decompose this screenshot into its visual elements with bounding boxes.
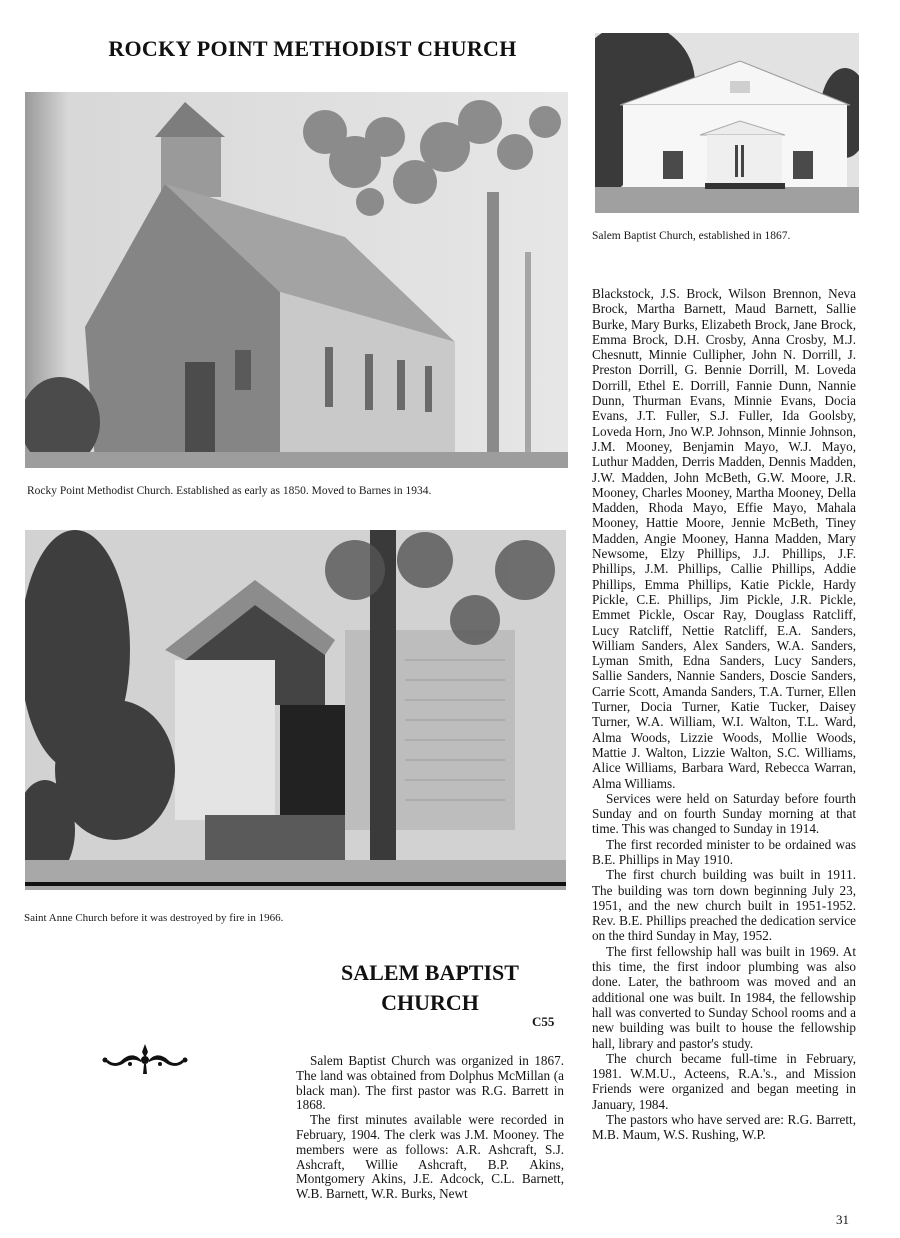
church-building-paragraph: The first church building was built in 1911. The building was torn down beginning July 23, 1951, and the new church built in 1951-1952. Rev. B.E. Phillips preached the dedication service on the third Sunday in May, 1952. (592, 867, 856, 944)
first-minutes-paragraph: The first minutes available were recorded in February, 1904. The clerk was J.M. Mooney. The members were as follows: A.R. Ashcraft, S.J. Ashcraft, Willie Ashcraft, B.P. Akins, Montgomery Akins, J.E. Adcock, C.L. Barnett, W.B. Barnett, W.R. Burks, Newt (296, 1112, 564, 1202)
rocky-point-photo-caption: Rocky Point Methodist Church. Established as early as 1850. Moved to Barnes in 1934. (27, 485, 432, 497)
saint-anne-photo-caption: Saint Anne Church before it was destroyed by fire in 1966. (24, 912, 284, 924)
page-title: ROCKY POINT METHODIST CHURCH (108, 36, 517, 61)
organized-paragraph: Salem Baptist Church was organized in 1867. The land was obtained from Dolphus McMillan (a black man). The first pastor was R.G. Barrett in 1868. (296, 1053, 564, 1113)
salem-section-title (300, 958, 560, 1018)
salem-title-line1: SALEM BAPTIST (341, 960, 519, 985)
salem-photo-caption: Salem Baptist Church, established in 1867. (592, 230, 791, 242)
fleuron-ornament-icon (100, 1042, 190, 1076)
services-paragraph: Services were held on Saturday before fourth Sunday and on fourth Sunday morning at that time. This was changed to Sunday in 1914. (592, 790, 856, 837)
rocky-point-church-photo (25, 92, 568, 468)
salem-history-continued (592, 286, 856, 1143)
full-time-paragraph: The church became full-time in February, 1981. W.M.U., Acteens, R.A.'s., and Mission Friends were organized and began meeting in January, 1984. (592, 1050, 856, 1112)
section-code: C55 (532, 1014, 555, 1029)
first-minister-paragraph: The first recorded minister to be ordained was B.E. Phillips in May 1910. (592, 836, 856, 867)
salem-baptist-church-photo (595, 33, 859, 213)
salem-history-intro (296, 1054, 564, 1202)
saint-anne-church-photo (25, 530, 566, 890)
page-number: 31 (836, 1212, 849, 1227)
salem-title-line2: CHURCH (381, 990, 479, 1015)
pastors-paragraph: The pastors who have served are: R.G. Barrett, M.B. Maum, W.S. Rushing, W.P. (592, 1112, 856, 1143)
fellowship-hall-paragraph: The first fellowship hall was built in 1969. At this time, the first indoor plumbing was also done. Later, the bathroom was moved and an additional one was built. In 1984, the fellowship hall was converted to Sunday School rooms and a new building was built to house the fellowship hall, library and pastor's study. (592, 943, 856, 1051)
member-list-continued: Blackstock, J.S. Brock, Wilson Brennon, Neva Brock, Martha Barnett, Maud Barnett, Sallie Burke, Mary Burks, Elizabeth Brock, Jane Brock, Emma Brock, D.H. Crosby, Anna Crosby, M.J. Chesnutt, Minnie Cullipher, John N. Dorrill, J. Preston Dorrill, G. Bennie Dorrill, M. Loveda Dorrill, Ethel E. Dorrill, Fannie Dunn, Nannie Dunn, Thurman Evans, Minnie Evans, Docia Evans, J.T. Fuller, S.J. Fuller, Ida Goolsby, Loveda Horn, Jno W.P. Johnson, Minnie Johnson, J.M. Mooney, Benjamin Mayo, W.J. Mayo, Luthur Madden, Derris Madden, Dennis Madden, J.W. Madden, John McBeth, G.W. Moore, J.R. Mooney, Charles Mooney, Martha Mooney, Della Madden, Rhoda Mayo, Effie Mayo, Mahala Mooney, Hattie Moore, Jennie McBeth, Tiney Madden, Angie Mooney, Hanna Madden, Mary Newsome, Elzy Phillips, J.J. Phillips, J.F. Phillips, J.M. Phillips, Callie Phillips, Addie Phillips, Emma Phillips, Katie Pickle, Hardy Pickle, C.E. Phillips, Jim Pickle, J.R. Pickle, Emmet Pickle, Oscar Ray, Douglass Ratcliff, Lucy Ratcliff, Nettie Ratcliff, E.A. Sanders, William Sanders, Alex Sanders, W.A. Sanders, Lyman Smith, Edna Sanders, Lucy Sanders, Sallie Sanders, Nannie Sanders, Doscie Sanders, Carrie Scott, Amanda Sanders, T.A. Turner, Ellen Turner, Docia Turner, Katie Tucker, Daisey Turner, W.A. William, W.I. Walton, T.L. Ward, Alma Woods, Lizzie Woods, Mollie Woods, Mattie J. Walton, Lizzie Walton, S.C. Williams, Alice Williams, Barbara Ward, Rebecca Warran, Alma Williams. (592, 286, 856, 791)
